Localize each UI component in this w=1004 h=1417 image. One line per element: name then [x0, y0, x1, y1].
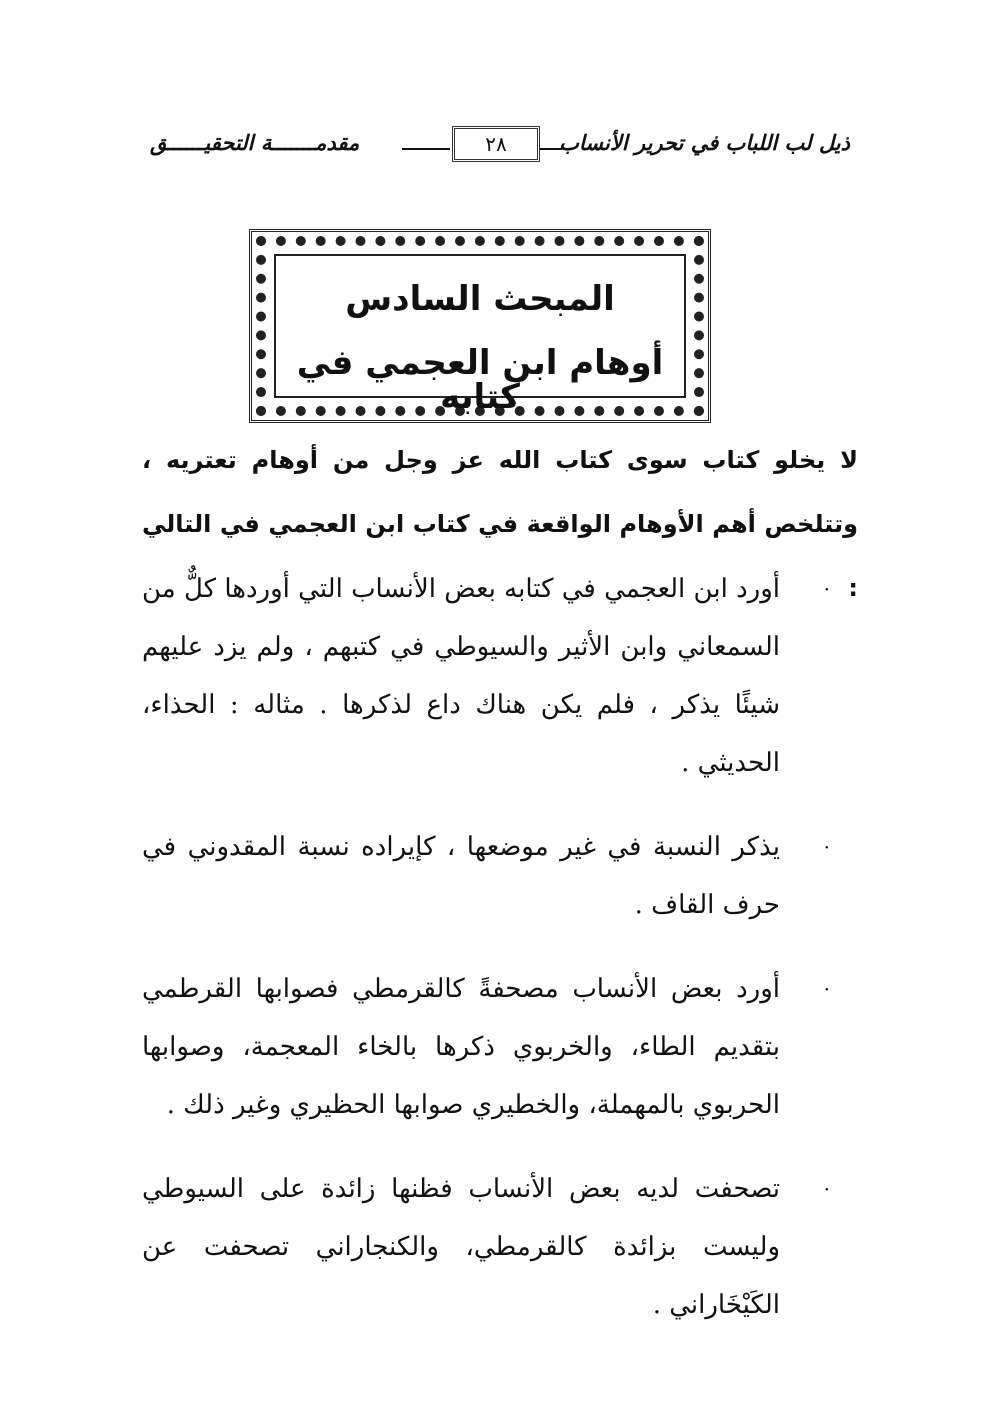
list-item [142, 960, 858, 1134]
header-rule [540, 148, 562, 150]
bullet-dot-icon: · [823, 1177, 830, 1201]
ornamental-title-frame [256, 236, 704, 416]
page-header [150, 126, 850, 166]
intro-paragraph: لا يخلو كتاب سوى كتاب الله عز وجل من أوهام تعتريه ، وتتلخص أهم الأوهام الواقعة في كتاب ابن العجمي في التالي : [142, 446, 858, 602]
title-box [274, 254, 686, 417]
bullet-dot-icon: · [823, 835, 830, 859]
chapter-subheading: أوهام ابن العجمي في كتابه [296, 343, 664, 417]
header-rule [402, 148, 450, 150]
bullet-dot-icon: · [823, 977, 830, 1001]
page-number: ٢٨ [452, 126, 540, 162]
chapter-heading: المبحث السادس [345, 279, 615, 319]
running-book-title: ذيل لب اللباب في تحرير الأنساب [559, 130, 850, 155]
list-item [142, 560, 858, 792]
bullet-dot-icon: · [823, 577, 830, 601]
list-item [142, 1160, 858, 1334]
list-item-text: تصحفت لديه بعض الأنساب فظنها زائدة على السيوطي وليست بزائدة كالقرمطي، والكنجاراني تصحفت عن الكَيْخَاراني . [142, 1174, 780, 1320]
running-section-title: مقدمـــــــة التحقيــــــق [150, 130, 360, 155]
bullet-list [142, 560, 858, 1360]
list-item-text: أورد ابن العجمي في كتابه بعض الأنساب التي أوردها كلٌّ من السمعاني وابن الأثير والسيوطي في كتبهم ، ولم يزد عليهم شيئًا يذكر ، فلم يكن هناك داع لذكرها . مثاله : الحذاء، الحديثي . [142, 574, 780, 778]
list-item [142, 818, 858, 934]
list-item-text: يذكر النسبة في غير موضعها ، كإيراده نسبة المقدوني في حرف القاف . [142, 832, 780, 920]
list-item-text: أورد بعض الأنساب مصحفةً كالقرمطي فصوابها القرطمي بتقديم الطاء، والخربوي ذكرها بالخاء المعجمة، وصوابها الحربوي بالمهملة، والخطيري صوابها الحظيري وغير ذلك . [142, 974, 780, 1120]
